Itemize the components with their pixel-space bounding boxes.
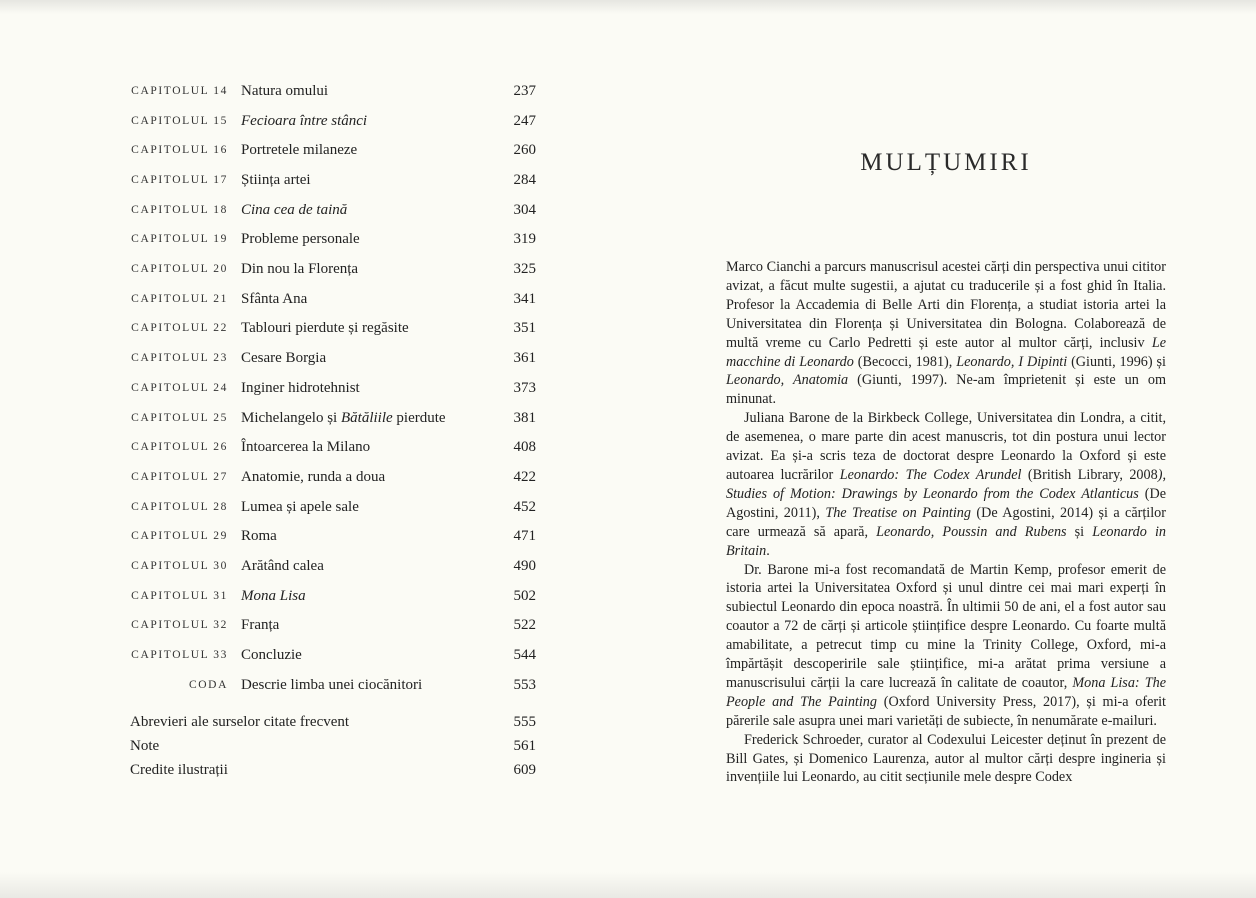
toc-chapter-title: Cesare Borgia <box>241 350 327 366</box>
paragraph-text: și <box>1066 523 1093 540</box>
toc-chapter-label: CAPITOLUL 23 <box>131 352 228 364</box>
toc-chapter-title: Descrie limba unei ciocănitori <box>241 677 423 693</box>
toc-chapter-title: Anatomie, runda a doua <box>241 469 386 485</box>
toc-chapter-title: Roma <box>241 528 277 544</box>
toc-chapter-label: CAPITOLUL 29 <box>131 530 228 542</box>
toc-chapter-label: CAPITOLUL 21 <box>131 293 228 305</box>
toc-chapter-label: CAPITOLUL 14 <box>131 85 228 97</box>
toc-page-number: 381 <box>513 410 536 426</box>
italic-title-text: Mona Lisa: The People and The Painting <box>726 674 1166 710</box>
toc-row <box>128 258 536 280</box>
paragraph-text: Juliana Barone de la Birkbeck College, Universitatea din Londra, a citit, de asemenea, o mare parte din acest manuscris, tot din postura unui lector avizat. Ea și-a scris teza de doctorat despre Leonardo la Oxford și este autoarea lucrărilor <box>726 410 1166 483</box>
toc-chapter-title: Concluzie <box>241 647 302 663</box>
toc-chapter-title: Știința artei <box>241 172 311 188</box>
italic-title-text: Leonardo, Poussin and Rubens <box>876 523 1067 540</box>
toc-backmatter-row <box>130 711 536 733</box>
toc-row <box>128 317 536 339</box>
toc-page-number: 561 <box>513 738 536 754</box>
toc-chapter-title: Sfânta Ana <box>241 291 308 307</box>
toc-chapter-label: CAPITOLUL 33 <box>131 649 228 661</box>
toc-chapter-title: Lumea și apele sale <box>241 499 359 515</box>
paragraph-text: (British Library, 2008 <box>1021 466 1158 483</box>
toc-row <box>128 466 536 488</box>
italic-title-text: Le macchine di Leonardo <box>726 334 1166 370</box>
toc-page-number: 609 <box>513 762 536 778</box>
toc-chapter-title: Natura omului <box>241 83 329 99</box>
toc-row <box>128 614 536 636</box>
toc-chapter-title: Din nou la Florența <box>241 261 359 277</box>
toc-row <box>128 80 536 102</box>
paragraph-text: (Oxford University Press, 2017), și mi-a oferit părerile sale asupra unei mari varietăți de subiecte, în nenumărate e-mailuri. <box>726 693 1166 729</box>
toc-row <box>128 674 536 696</box>
toc-chapter-label: CAPITOLUL 26 <box>131 441 228 453</box>
toc-page-number: 284 <box>513 172 536 188</box>
toc-backmatter-title: Note <box>130 738 160 754</box>
toc-backmatter-row <box>130 759 536 781</box>
paragraph <box>726 731 1166 788</box>
toc-page-number: 544 <box>513 647 536 663</box>
toc-chapter-label: CAPITOLUL 28 <box>131 501 228 513</box>
italic-title-text: Leonardo, I Dipinti <box>956 353 1068 370</box>
toc-row <box>128 407 536 429</box>
toc-chapter-title: Întoarcerea la Milano <box>241 439 371 455</box>
toc-chapter-label: CAPITOLUL 16 <box>131 144 228 156</box>
toc-chapter-title: Inginer hidrotehnist <box>241 380 360 396</box>
toc-page-number: 408 <box>513 439 536 455</box>
toc-page-number: 247 <box>513 113 536 129</box>
toc-chapter-title <box>241 407 446 429</box>
toc-title-emphasis: Bătăliile <box>340 410 393 426</box>
toc-chapter-label: CAPITOLUL 22 <box>131 322 228 334</box>
toc-page-number: 471 <box>513 528 536 544</box>
toc-title-part: Michelangelo și <box>241 410 341 426</box>
italic-title-text: The Treatise on Painting <box>825 504 971 521</box>
toc-page-number: 553 <box>513 677 536 693</box>
toc-chapter-label: CAPITOLUL 18 <box>131 204 228 216</box>
page-title: MULȚUMIRI <box>860 149 1032 176</box>
toc-row <box>128 644 536 666</box>
paragraph <box>726 409 1166 560</box>
toc-row <box>128 525 536 547</box>
italic-title-text: Leonardo: The Codex Arundel <box>839 466 1022 483</box>
toc-chapter-label: CAPITOLUL 17 <box>131 174 228 186</box>
toc-backmatter-title: Abrevieri ale surselor citate frecvent <box>130 714 350 730</box>
toc-chapter-label: CAPITOLUL 30 <box>131 560 228 572</box>
paragraph-text: Marco Cianchi a parcurs manuscrisul acestei cărți din perspectiva unui cititor avizat, a făcut multe sugestii, a ajutat cu traducerile și a fost ghid în Italia. Profesor la Accademia di Belle Arti din Florența, a studiat istoria artei la Universitatea din Florența și Universitatea din Bologna. Colaborează de multă vreme cu Carlo Pedretti și este autor al multor cărți, inclusiv <box>726 259 1166 351</box>
toc-page-number: 373 <box>513 380 536 396</box>
italic-title-text: Leonardo in Britain <box>726 523 1166 559</box>
toc-page-number: 325 <box>513 261 536 277</box>
paragraph-text: (De Agostini, 2011), <box>726 485 1166 521</box>
toc-chapter-title: Franța <box>241 617 280 633</box>
toc-row <box>128 288 536 310</box>
italic-title-text: ), Studies of Motion: Drawings by Leonardo from the Codex Atlanticus <box>726 466 1166 502</box>
toc-row <box>128 347 536 369</box>
paragraph <box>726 561 1166 731</box>
toc-chapter-label: CAPITOLUL 15 <box>131 115 228 127</box>
toc-row <box>128 139 536 161</box>
toc-chapter-label: CAPITOLUL 24 <box>131 382 228 394</box>
toc-chapter-title: Tablouri pierdute și regăsite <box>241 320 409 336</box>
toc-row <box>128 436 536 458</box>
toc-page-number: 260 <box>513 142 536 158</box>
toc-page-number: 319 <box>513 231 536 247</box>
toc-page-number: 237 <box>513 83 536 99</box>
acknowledgments-body <box>726 258 1166 787</box>
paragraph-text: . <box>766 542 770 559</box>
paragraph-text: (Becocci, 1981), <box>853 353 957 370</box>
toc-page-number: 502 <box>513 588 536 604</box>
toc-page-number: 351 <box>513 320 536 336</box>
toc-title-part: pierdute <box>392 410 446 426</box>
toc-chapter-label: CAPITOLUL 32 <box>131 619 228 631</box>
paragraph-text: (De Agostini, 2014) și a cărților care urmează să apară, <box>726 504 1166 540</box>
toc-page-number: 522 <box>513 617 536 633</box>
toc-page-number: 304 <box>513 202 536 218</box>
toc-row <box>128 199 536 221</box>
toc-page-number: 341 <box>513 291 536 307</box>
toc-chapter-title: Fecioara între stânci <box>241 113 368 129</box>
paragraph-text: (Giunti, 1996) și <box>1067 353 1167 370</box>
toc-row <box>128 377 536 399</box>
toc-row <box>128 585 536 607</box>
toc-row <box>128 228 536 250</box>
toc-chapter-title: Portretele milaneze <box>241 142 358 158</box>
toc-chapter-label: CAPITOLUL 25 <box>131 412 228 424</box>
toc-chapter-label: CAPITOLUL 27 <box>131 471 228 483</box>
toc-chapter-title: Probleme personale <box>241 231 360 247</box>
paragraph <box>726 258 1166 409</box>
paragraph-text: (Giunti, 1997). Ne-am împrietenit și este un om minunat. <box>726 372 1166 408</box>
toc-page-number: 555 <box>513 714 536 730</box>
toc-backmatter-title: Credite ilustrații <box>130 762 228 778</box>
toc-page-number: 452 <box>513 499 536 515</box>
italic-title-text: Leonardo, Anatomia <box>726 372 849 389</box>
toc-chapter-label: CAPITOLUL 19 <box>131 233 228 245</box>
toc-backmatter-row <box>130 735 536 757</box>
toc-row <box>128 496 536 518</box>
toc-chapter-title: Mona Lisa <box>241 588 306 604</box>
toc-chapter-label: CAPITOLUL 20 <box>131 263 228 275</box>
toc-row <box>128 169 536 191</box>
toc-page-number: 490 <box>513 558 536 574</box>
paragraph-text: Dr. Barone mi-a fost recomandată de Martin Kemp, profesor emerit de istoria artei la Universitatea Oxford și unul dintre cei mai mari experți în subiectul Leonardo din epoca noastră. În ultimii 50 de ani, el a fost autor sau coautor a 72 de cărți și articole științifice despre Leonardo. Cu foarte multă amabilitate, a petrecut timp cu mine la Trinity College, Oxford, mi-a împărtășit descoperirile sale științifice, mi-a arătat prima versiune a manuscrisului cărții la care lucrează în calitate de coautor, <box>726 561 1166 691</box>
toc-chapter-title: Cina cea de taină <box>241 202 348 218</box>
toc-page-number: 361 <box>513 350 536 366</box>
toc-row <box>128 110 536 132</box>
toc-row <box>128 555 536 577</box>
toc-chapter-title: Arătând calea <box>241 558 324 574</box>
toc-chapter-label: CAPITOLUL 31 <box>131 590 228 602</box>
paragraph-text: Frederick Schroeder, curator al Codexului Leicester deținut în prezent de Bill Gates, și Domenico Laurenza, autor al multor cărți despre ingineria și invențiile lui Leonardo, au citit secțiunile mele despre Codex <box>726 731 1166 786</box>
toc-chapter-label: CODA <box>189 679 228 691</box>
toc-page-number: 422 <box>513 469 536 485</box>
